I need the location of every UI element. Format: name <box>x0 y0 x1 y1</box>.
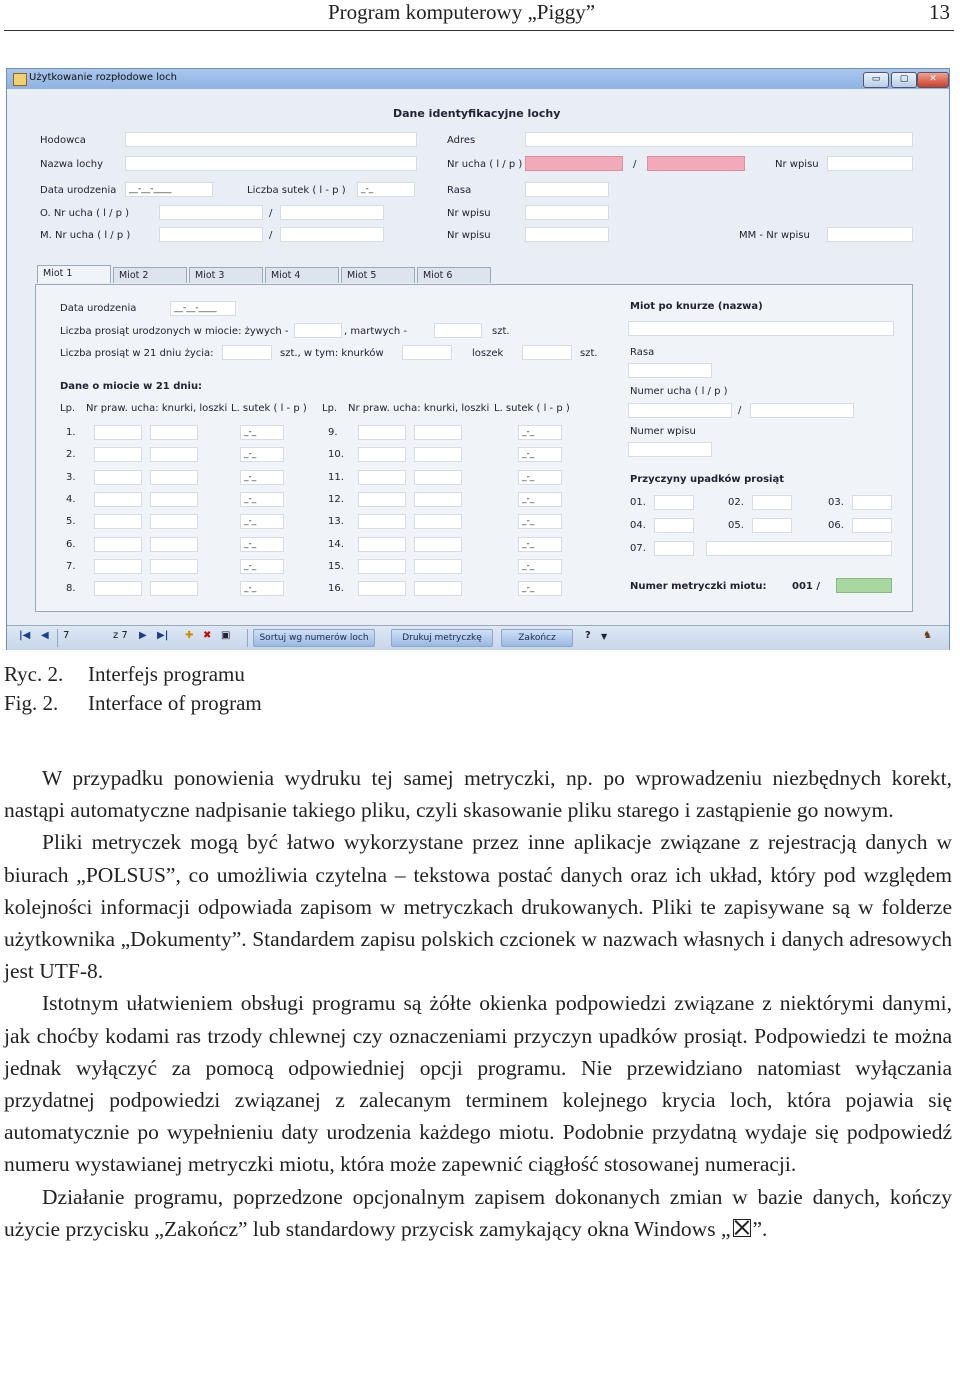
add-record-icon[interactable]: ✚ <box>185 630 194 641</box>
window-title: Użytkowanie rozpłodowe loch <box>29 72 177 83</box>
mm-nr-wpisu-field[interactable] <box>827 227 913 242</box>
born-alive-label: Liczba prosiąt urodzonych w miocie: żywych - <box>60 326 289 337</box>
loszki-field[interactable] <box>150 559 198 574</box>
sutek-field[interactable]: _-_ <box>518 425 562 440</box>
paragraph: Istotnym ułatwieniem obsługi programu są żółte okienka podpowiedzi związane z niektórymi danymi, jak choćby kodami ras trzody chlewnej czy oznaczeniami przyczyn upadków prosiąt. Podpowiedzi te można jednak wyłączyć za pomocą odpowiedniej opcji programu. Nie przewidziano natomiast wyłączania przydatnej podpowiedzi związanej z zalecanym terminem kolejnego krycia loch, która pojawia się automatycznie po wypełnieniu daty urodzenia każdego miotu. Podobnie przydatną wydaje się podpowiedź numeru wystawianej metryczki miotu, która może zapewnić ciągłość stosowanej numeracji. <box>4 991 952 1177</box>
sutek-field[interactable]: _-_ <box>240 537 284 552</box>
caption-number: Fig. 2. <box>4 691 59 715</box>
loszki-field[interactable] <box>414 581 462 596</box>
nr-wpisu-label: Nr wpisu <box>775 159 819 170</box>
delete-record-icon[interactable]: ✖ <box>203 630 212 641</box>
nav-separator <box>57 629 58 647</box>
mm-nr-wpisu-label: MM - Nr wpisu <box>739 230 810 241</box>
cause-code-label: 07. <box>630 543 646 554</box>
knurki-field[interactable] <box>94 447 142 462</box>
cause-field[interactable] <box>654 518 694 533</box>
row-number: 9. <box>328 427 338 438</box>
sutek-field[interactable]: _-_ <box>518 559 562 574</box>
knurki-field[interactable] <box>358 425 406 440</box>
row-number: 6. <box>66 538 76 550</box>
row-number: 10. <box>328 449 344 461</box>
day21-label: Liczba prosiąt w 21 dniu życia: <box>60 348 214 359</box>
m-nr-wpisu-field[interactable] <box>525 227 609 242</box>
tab-miot-6[interactable]: Miot 6 <box>417 267 491 283</box>
col-sutek-left: L. sutek ( l - p ) <box>231 403 307 414</box>
cause-field[interactable] <box>654 495 694 510</box>
boar-wpis-label: Numer wpisu <box>630 426 696 437</box>
m-nr-ucha-right-field[interactable] <box>280 227 384 242</box>
day21-field[interactable] <box>222 345 272 360</box>
knurki-field[interactable] <box>358 492 406 507</box>
paragraph: W przypadku ponowienia wydruku tej samej metryczki, np. po wprowadzeniu niezbędnych korekt, nastąpi automatyczne nadpisanie takiego pliku, czyli skasowanie pliku starego i zastąpienie go nowym. <box>4 766 952 823</box>
sutek-field[interactable]: _-_ <box>240 514 284 529</box>
knurki-field[interactable] <box>94 425 142 440</box>
cause-description-field[interactable] <box>706 541 892 556</box>
boar-rasa-label: Rasa <box>630 347 655 358</box>
knurki-field[interactable] <box>358 470 406 485</box>
paragraph-last <box>4 1181 952 1245</box>
hodowca-field[interactable] <box>125 132 417 147</box>
cause-code-label: 04. <box>630 520 646 531</box>
loszek-szt-label: szt. <box>580 348 598 359</box>
cause-code-label: 03. <box>828 497 844 508</box>
print-button[interactable]: Drukuj metryczkę <box>391 629 493 647</box>
loszki-field[interactable] <box>150 537 198 552</box>
help-button[interactable]: ? <box>585 630 591 641</box>
row-number: 13. <box>328 516 344 528</box>
sutek-field[interactable]: _-_ <box>240 559 284 574</box>
cause-code-label: 06. <box>828 520 844 531</box>
loszki-field[interactable] <box>414 447 462 462</box>
loszki-field[interactable] <box>150 425 198 440</box>
caption-number: Ryc. 2. <box>4 662 64 686</box>
nr-ucha-slash: / <box>633 159 637 170</box>
cause-field[interactable] <box>752 518 792 533</box>
caption-text: Interface of program <box>88 691 262 715</box>
born-dead-field[interactable] <box>434 323 482 338</box>
sutek-field[interactable]: _-_ <box>240 447 284 462</box>
running-header <box>4 0 954 31</box>
toolbar-separator <box>247 629 248 647</box>
figure-caption-en <box>4 689 262 717</box>
knurki-field[interactable] <box>358 581 406 596</box>
loszek-label: loszek <box>472 348 504 359</box>
knurki-field[interactable] <box>94 514 142 529</box>
knurki-field[interactable] <box>94 470 142 485</box>
o-nr-wpisu-label: Nr wpisu <box>447 208 491 219</box>
boar-ucha-label: Numer ucha ( l / p ) <box>630 386 728 397</box>
knurki-field[interactable] <box>358 537 406 552</box>
row-number: 11. <box>328 471 344 483</box>
metryczka-value: 001 / <box>792 581 821 592</box>
m-nr-wpisu-label: Nr wpisu <box>447 230 491 241</box>
knurki-field[interactable] <box>358 447 406 462</box>
hodowca-label: Hodowca <box>40 135 86 146</box>
title-bar <box>7 69 949 89</box>
litter-panel <box>35 284 913 612</box>
born-dead-label: , martwych - <box>344 326 407 337</box>
boar-title: Miot po knurze (nazwa) <box>630 301 763 312</box>
knurki-field[interactable] <box>358 559 406 574</box>
knurki-field[interactable] <box>94 581 142 596</box>
tab-miot-2[interactable]: Miot 2 <box>113 267 187 283</box>
nr-ucha-left-field[interactable] <box>525 156 623 171</box>
save-icon[interactable]: ▣ <box>221 630 231 641</box>
knurkow-field[interactable] <box>402 345 452 360</box>
day21-section-title: Dane o miocie w 21 dniu: <box>60 381 203 392</box>
prev-record-icon[interactable]: ◀ <box>41 630 49 641</box>
metryczka-field[interactable] <box>836 578 892 593</box>
row-number: 12. <box>328 493 344 505</box>
nr-ucha-right-field[interactable] <box>647 156 745 171</box>
navigation-bar <box>7 625 949 650</box>
col-lp-right: Lp. <box>322 403 338 414</box>
sutek-field[interactable]: _-_ <box>518 581 562 596</box>
knurki-field[interactable] <box>94 537 142 552</box>
boar-wpis-field[interactable] <box>628 442 712 457</box>
caption-text: Interfejs programu <box>88 662 245 686</box>
row-number: 2. <box>66 449 76 461</box>
cause-field[interactable] <box>852 518 892 533</box>
close-window-button[interactable]: ✕ <box>917 72 949 88</box>
col-sutek-right: L. sutek ( l - p ) <box>494 403 570 414</box>
nazwa-lochy-label: Nazwa lochy <box>40 159 103 170</box>
liczba-sutek-field[interactable]: _-_ <box>357 182 415 197</box>
paragraph: Pliki metryczek mogą być łatwo wykorzystane przez inne aplikacje związane z rejestracją danych w biurach „POLSUS”, co umożliwia czytelna – tekstowa postać danych oraz ich układ, który pod względem kolejności informacji odpowiada zapisom w metryczkach drukowanych. Pliki te zapisywane są w folderze użytkownika „Dokumenty”. Standardem zapisu polskich czcionek w nazwach własnych i danych adresowych jest UTF-8. <box>4 830 952 984</box>
paragraph-last-end: ”. <box>752 1216 768 1241</box>
boar-rasa-field[interactable] <box>628 363 712 378</box>
o-nr-ucha-right-field[interactable] <box>280 205 384 220</box>
sutek-field[interactable]: _-_ <box>518 537 562 552</box>
cause-field[interactable] <box>852 495 892 510</box>
knurki-field[interactable] <box>94 492 142 507</box>
app-icon <box>13 73 27 86</box>
nazwa-lochy-field[interactable] <box>125 156 417 171</box>
tab-miot-1[interactable]: Miot 1 <box>37 265 111 283</box>
row-number: 8. <box>66 583 76 595</box>
body-text <box>4 762 952 1245</box>
last-record-icon[interactable]: ▶| <box>157 630 169 641</box>
cause-code-label: 02. <box>728 497 744 508</box>
w-tym-label: szt., w tym: knurków <box>280 348 384 359</box>
maximize-button[interactable]: ▢ <box>891 72 917 88</box>
next-record-icon[interactable]: ▶ <box>139 630 147 641</box>
sort-button[interactable]: Sortuj wg numerów loch <box>253 629 375 647</box>
identification-title: Dane identyfikacyjne lochy <box>393 107 561 120</box>
adres-field[interactable] <box>525 132 913 147</box>
zakoncz-button[interactable]: Zakończ <box>501 629 573 647</box>
cause-code-label: 01. <box>630 497 646 508</box>
metryczka-label: Numer metryczki miotu: <box>630 581 767 592</box>
o-nr-ucha-left-field[interactable] <box>159 205 263 220</box>
nr-ucha-label: Nr ucha ( l / p ) <box>447 159 523 170</box>
tab-miot-4[interactable]: Miot 4 <box>265 267 339 283</box>
m-nr-ucha-slash: / <box>269 230 273 241</box>
col-lp-left: Lp. <box>60 403 76 414</box>
row-number: 4. <box>66 493 76 505</box>
loszek-field[interactable] <box>522 345 572 360</box>
tab-miot-5[interactable]: Miot 5 <box>341 267 415 283</box>
figure-caption-pl <box>4 660 245 688</box>
row-number: 1. <box>66 427 76 438</box>
born-alive-field[interactable] <box>294 323 342 338</box>
litter-date-field[interactable]: __-__-____ <box>170 301 236 316</box>
sutek-field[interactable]: _-_ <box>240 492 284 507</box>
m-nr-ucha-left-field[interactable] <box>159 227 263 242</box>
page-number: 13 <box>929 0 950 24</box>
o-nr-ucha-slash: / <box>269 208 273 219</box>
o-nr-ucha-label: O. Nr ucha ( l / p ) <box>40 208 130 219</box>
boar-ucha-left-field[interactable] <box>628 403 732 418</box>
o-nr-wpisu-field[interactable] <box>525 205 609 220</box>
knurki-field[interactable] <box>358 514 406 529</box>
cause-field[interactable] <box>752 495 792 510</box>
loszki-field[interactable] <box>414 425 462 440</box>
first-record-icon[interactable]: |◀ <box>19 630 31 641</box>
litter-date-label: Data urodzenia <box>60 303 137 314</box>
adres-label: Adres <box>447 135 476 146</box>
col-nr-right: Nr praw. ucha: knurki, loszki <box>348 403 490 414</box>
piggy-logo-icon: ♞ <box>923 630 932 641</box>
loszki-field[interactable] <box>150 470 198 485</box>
loszki-field[interactable] <box>414 514 462 529</box>
row-number: 14. <box>328 538 344 550</box>
paragraph-last-text: Działanie programu, poprzedzone opcjonalnym zapisem dokonanych zmian w bazie danych, kończy użycie przycisku „Zakończ” lub standardowy przycisk zamykający okna Windows „ <box>4 1184 952 1241</box>
row-number: 7. <box>66 560 76 572</box>
cause-code-label: 05. <box>728 520 744 531</box>
row-number: 3. <box>66 471 76 483</box>
data-urodzenia-label: Data urodzenia <box>40 185 117 196</box>
rasa-field[interactable] <box>525 182 609 197</box>
causes-title: Przyczyny upadków prosiąt <box>630 474 785 485</box>
sutek-field[interactable]: _-_ <box>240 581 284 596</box>
sutek-field[interactable]: _-_ <box>518 447 562 462</box>
help-dropdown-icon[interactable]: ▼ <box>601 632 608 641</box>
sutek-field[interactable]: _-_ <box>518 492 562 507</box>
sutek-field[interactable]: _-_ <box>518 514 562 529</box>
record-count: z 7 <box>113 630 128 641</box>
data-urodzenia-field[interactable]: __-__-____ <box>125 182 213 197</box>
knurki-field[interactable] <box>94 559 142 574</box>
nr-wpisu-field[interactable] <box>827 156 913 171</box>
loszki-field[interactable] <box>414 559 462 574</box>
sutek-field[interactable]: _-_ <box>240 470 284 485</box>
close-box-icon <box>733 1219 751 1237</box>
rasa-label: Rasa <box>447 185 472 196</box>
col-nr-left: Nr praw. ucha: knurki, loszki <box>86 403 228 414</box>
boar-name-field[interactable] <box>628 321 894 336</box>
cause-field[interactable] <box>654 541 694 556</box>
sutek-field[interactable]: _-_ <box>518 470 562 485</box>
loszki-field[interactable] <box>414 492 462 507</box>
liczba-sutek-label: Liczba sutek ( l - p ) <box>247 185 346 196</box>
running-title: Program komputerowy „Piggy” <box>328 0 596 24</box>
row-number: 16. <box>328 583 344 595</box>
loszki-field[interactable] <box>150 514 198 529</box>
tab-miot-3[interactable]: Miot 3 <box>189 267 263 283</box>
minimize-button[interactable]: ▭ <box>863 72 889 88</box>
loszki-field[interactable] <box>414 537 462 552</box>
boar-ucha-slash: / <box>738 405 742 416</box>
loszki-field[interactable] <box>150 581 198 596</box>
sutek-field[interactable]: _-_ <box>240 425 284 440</box>
loszki-field[interactable] <box>150 492 198 507</box>
record-number[interactable]: 7 <box>63 630 70 641</box>
row-number: 15. <box>328 560 344 572</box>
born-szt-label: szt. <box>492 326 510 337</box>
row-number: 5. <box>66 516 76 528</box>
loszki-field[interactable] <box>150 447 198 462</box>
loszki-field[interactable] <box>414 470 462 485</box>
m-nr-ucha-label: M. Nr ucha ( l / p ) <box>40 230 131 241</box>
boar-ucha-right-field[interactable] <box>750 403 854 418</box>
app-window <box>6 68 950 650</box>
